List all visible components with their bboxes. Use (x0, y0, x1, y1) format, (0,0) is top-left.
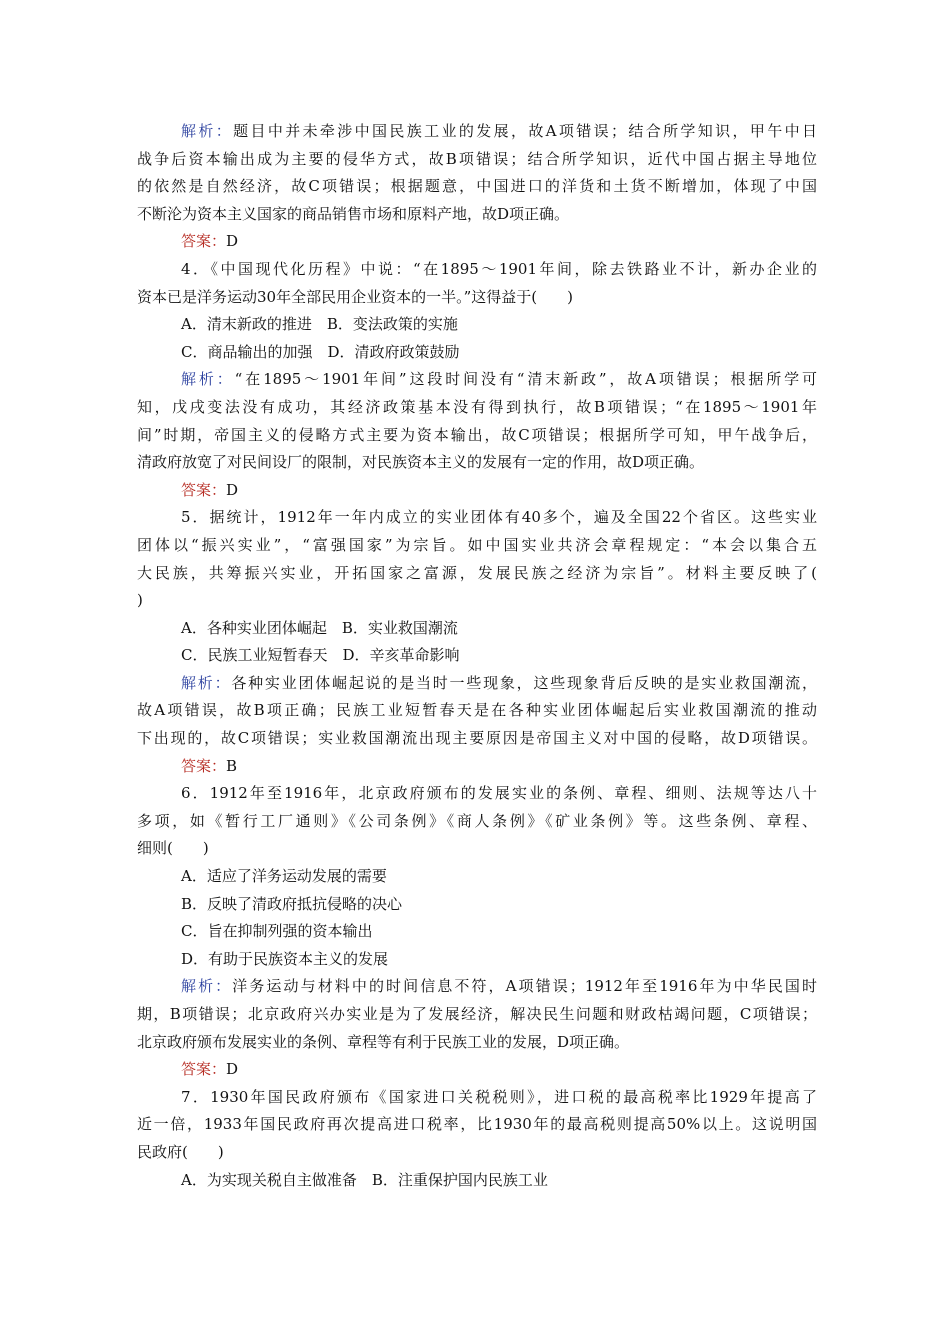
line-text: 6．1912年至1916年，北京政府颁布的发展实业的条例、章程、细则、法规等达八十 (181, 784, 817, 803)
text-line (0, 753, 817, 781)
text-line (0, 256, 817, 284)
text-line (0, 1056, 817, 1084)
line-text: “在1895～1901年间”这段时间没有“清末新政”，故A项错误；根据所学可 (234, 370, 817, 389)
line-text: B．反映了清政府抵抗侵略的决心 (181, 894, 403, 913)
line-text: 战争后资本输出成为主要的侵华方式，故B项错误；结合所学知识，近代中国占据主导地位 (137, 149, 817, 168)
text-line (0, 918, 817, 946)
line-text: 的依然是自然经济，故C项错误；根据题意，中国进口的洋货和土货不断增加，体现了中国 (137, 177, 817, 196)
text-line (0, 284, 817, 312)
text-line (0, 780, 817, 808)
text-line (0, 311, 817, 339)
line-text: D (226, 1060, 239, 1079)
line-text: 不断沦为资本主义国家的商品销售市场和原料产地，故D项正确。 (137, 204, 570, 223)
text-line (0, 697, 817, 725)
text-line (0, 1167, 817, 1195)
text-line (0, 863, 817, 891)
text-line (0, 615, 817, 643)
line-text: 多项，如《暂行工厂通则》《公司条例》《商人条例》《矿业条例》等。这些条例、章程、 (137, 811, 817, 830)
answer-label: 答案： (181, 756, 227, 775)
line-text: 7．1930年国民政府颁布《国家进口关税税则》，进口税的最高税率比1929年提高了 (181, 1087, 817, 1106)
line-text: D (226, 232, 239, 251)
line-text: 故A项错误，故B项正确；民族工业短暂春天是在各种实业团体崛起后实业救国潮流的推动 (137, 701, 817, 720)
line-text: 近一倍，1933年国民政府再次提高进口税率，比1930年的最高税则提高50%以上。这说明国 (137, 1115, 817, 1134)
text-line (0, 228, 817, 256)
text-line (0, 449, 817, 477)
text-line (0, 1001, 817, 1029)
line-text: 细则( ) (137, 839, 209, 858)
line-text: A．适应了洋务运动发展的需要 (181, 867, 387, 886)
text-line (0, 146, 817, 174)
text-line (0, 560, 817, 588)
text-line (0, 642, 817, 670)
line-text: D．有助于民族资本主义的发展 (181, 949, 389, 968)
text-line (0, 1111, 817, 1139)
text-line (0, 394, 817, 422)
answer-label: 答案： (181, 232, 227, 251)
text-line (0, 587, 817, 615)
text-line (0, 118, 817, 146)
text-line (0, 422, 817, 450)
line-text: A．清末新政的推进 B．变法政策的实施 (181, 315, 458, 334)
text-line (0, 504, 817, 532)
line-text: C．民族工业短暂春天 D．辛亥革命影响 (181, 646, 460, 665)
line-text: A．为实现关税自主做准备 B．注重保护国内民族工业 (181, 1170, 548, 1189)
line-text: C．商品输出的加强 D．清政府政策鼓励 (181, 342, 460, 361)
line-text: 题目中并未牵涉中国民族工业的发展，故A项错误；结合所学知识，甲午中日 (233, 122, 817, 140)
line-text: 团体以“振兴实业”，“富强国家”为宗旨。如中国实业共济会章程规定：“本会以集合五 (137, 535, 817, 554)
line-text: 北京政府颁布发展实业的条例、章程等有利于民族工业的发展，D项正确。 (137, 1032, 630, 1051)
text-line (0, 1139, 817, 1167)
line-text: 间”时期，帝国主义的侵略方式主要为资本输出，故C项错误；根据所学可知，甲午战争后， (137, 425, 817, 444)
line-text: A．各种实业团体崛起 B．实业救国潮流 (181, 618, 458, 637)
line-text: 大民族，共筹振兴实业，开拓国家之富源，发展民族之经济为宗旨”。材料主要反映了( (137, 563, 817, 582)
text-line (0, 173, 817, 201)
text-line (0, 201, 817, 229)
text-line (0, 946, 817, 974)
text-line (0, 670, 817, 698)
text-line (0, 366, 817, 394)
text-line (0, 477, 817, 505)
line-text: D (226, 480, 239, 499)
line-text: 知，戊戌变法没有成功，其经济政策基本没有得到执行，故B项错误；“在1895～1901年 (137, 397, 817, 416)
text-line (0, 725, 817, 753)
analysis-label: 解析： (181, 673, 232, 692)
text-line (0, 973, 817, 1001)
answer-label: 答案： (181, 1060, 227, 1079)
analysis-label: 解析： (181, 122, 234, 140)
text-line (0, 532, 817, 560)
text-line (0, 891, 817, 919)
line-text: 各种实业团体崛起说的是当时一些现象，这些现象背后反映的是实业救国潮流， (231, 673, 817, 692)
text-line (0, 835, 817, 863)
text-line (0, 1084, 817, 1112)
text-line (0, 1029, 817, 1057)
line-text: 5．据统计，1912年一年内成立的实业团体有40多个，遍及全国22个省区。这些实业 (181, 508, 817, 527)
line-text: 4．《中国现代化历程》中说：“在1895～1901年间，除去铁路业不计，新办企业的 (181, 259, 817, 278)
analysis-label: 解析： (181, 370, 235, 389)
text-line (0, 808, 817, 836)
line-text: 洋务运动与材料中的时间信息不符，A项错误；1912年至1916年为中华民国时 (232, 977, 817, 996)
line-text: ) (137, 591, 143, 610)
line-text: 下出现的，故C项错误；实业救国潮流出现主要原因是帝国主义对中国的侵略，故D项错误。 (137, 729, 817, 748)
text-line (0, 339, 817, 367)
line-text: 民政府( ) (137, 1142, 224, 1161)
line-text: 资本已是洋务运动30年全部民用企业资本的一半。”这得益于( ) (137, 287, 573, 306)
analysis-label: 解析： (181, 977, 233, 996)
line-text: B (226, 756, 238, 775)
line-text: 期，B项错误；北京政府兴办实业是为了发展经济，解决民生问题和财政枯竭问题，C项错误； (137, 1005, 817, 1023)
line-text: 清政府放宽了对民间设厂的限制，对民族资本主义的发展有一定的作用，故D项正确。 (137, 453, 705, 472)
answer-label: 答案： (181, 480, 227, 499)
line-text: C．旨在抑制列强的资本输出 (181, 922, 373, 941)
